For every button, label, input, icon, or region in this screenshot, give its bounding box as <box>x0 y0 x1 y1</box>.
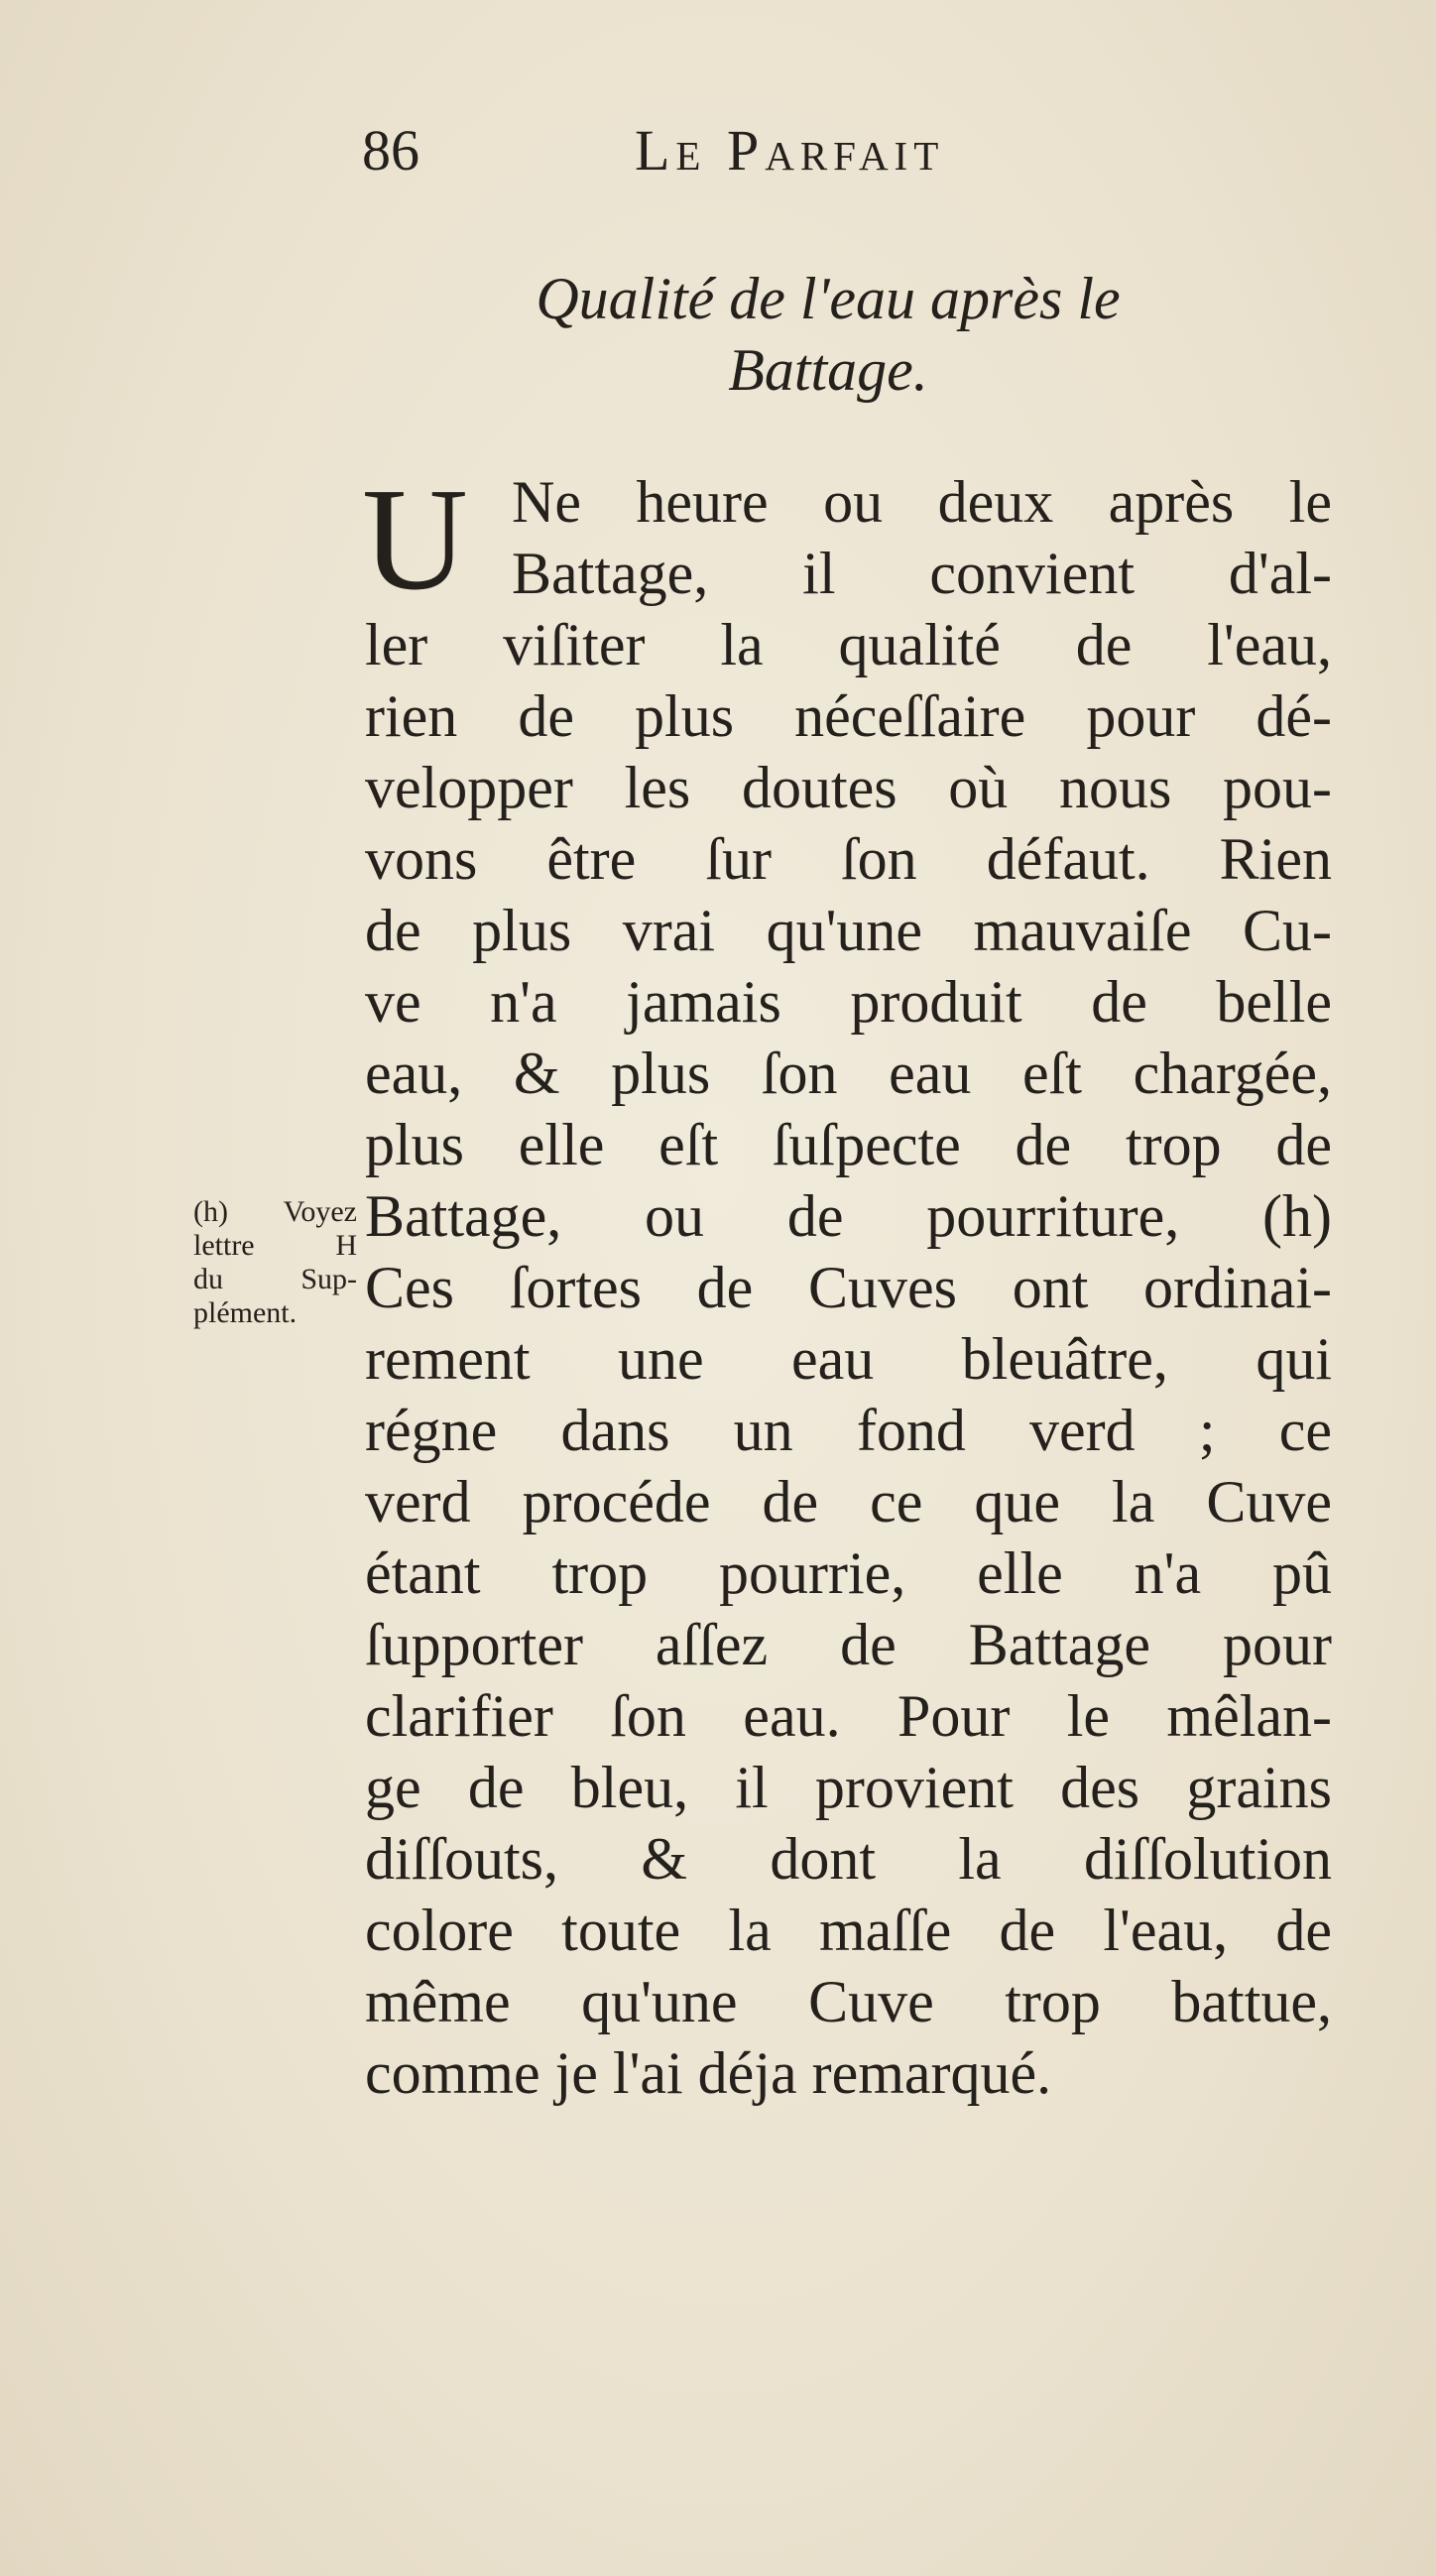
body-line: Battage, il convient d'al- <box>512 541 1332 606</box>
body-line: Ne heure ou deux après le <box>512 469 1332 535</box>
body-paragraph <box>365 466 1332 2109</box>
body-line: vons être ſur ſon défaut. Rien <box>365 826 1332 892</box>
body-line: clarifier ſon eau. Pour le mêlan- <box>365 1683 1332 1749</box>
body-line: eau, & plus ſon eau eſt chargée, <box>365 1041 1332 1106</box>
body-line: verd procéde de ce que la Cuve <box>365 1469 1332 1534</box>
section-title-line-1: Qualité de l'eau après le <box>536 266 1121 331</box>
body-line: Ces ſortes de Cuves ont ordinai- <box>365 1255 1332 1320</box>
body-line: ler viſiter la qualité de l'eau, <box>365 612 1332 677</box>
body-line: ſupporter aſſez de Battage pour <box>365 1612 1332 1677</box>
body-line: régne dans un fond verd ; ce <box>365 1398 1332 1463</box>
drop-cap: U <box>362 458 468 621</box>
body-line: ge de bleu, il provient des grains <box>365 1755 1332 1820</box>
body-line: de plus vrai qu'une mauvaiſe Cu- <box>365 898 1332 963</box>
margin-note-line: lettre H <box>193 1229 357 1262</box>
body-line: ve n'a jamais produit de belle <box>365 969 1332 1035</box>
section-title-line-2: Battage. <box>728 337 928 403</box>
body-line: rien de plus néceſſaire pour dé- <box>365 683 1332 749</box>
margin-note-line: du Sup- <box>193 1263 357 1295</box>
body-line: comme je l'ai déja remarqué. <box>365 2040 1052 2106</box>
body-line: diſſouts, & dont la diſſolution <box>365 1826 1332 1892</box>
margin-note-line: (h) Voyez <box>193 1195 357 1228</box>
page-number: 86 <box>362 118 419 183</box>
body-line: rement une eau bleuâtre, qui <box>365 1326 1332 1392</box>
body-line: Battage, ou de pourriture, (h) <box>365 1183 1332 1249</box>
body-line: velopper les doutes où nous pou- <box>365 755 1332 820</box>
margin-note-line: plément. <box>193 1296 298 1329</box>
body-line: colore toute la maſſe de l'eau, de <box>365 1898 1332 1963</box>
margin-note <box>193 1195 357 1330</box>
body-line: étant trop pourrie, elle n'a pû <box>365 1540 1332 1606</box>
body-line: même qu'une Cuve trop battue, <box>365 1969 1332 2034</box>
body-line: plus elle eſt ſuſpecte de trop de <box>365 1112 1332 1177</box>
running-head: Le Parfait <box>635 118 945 183</box>
